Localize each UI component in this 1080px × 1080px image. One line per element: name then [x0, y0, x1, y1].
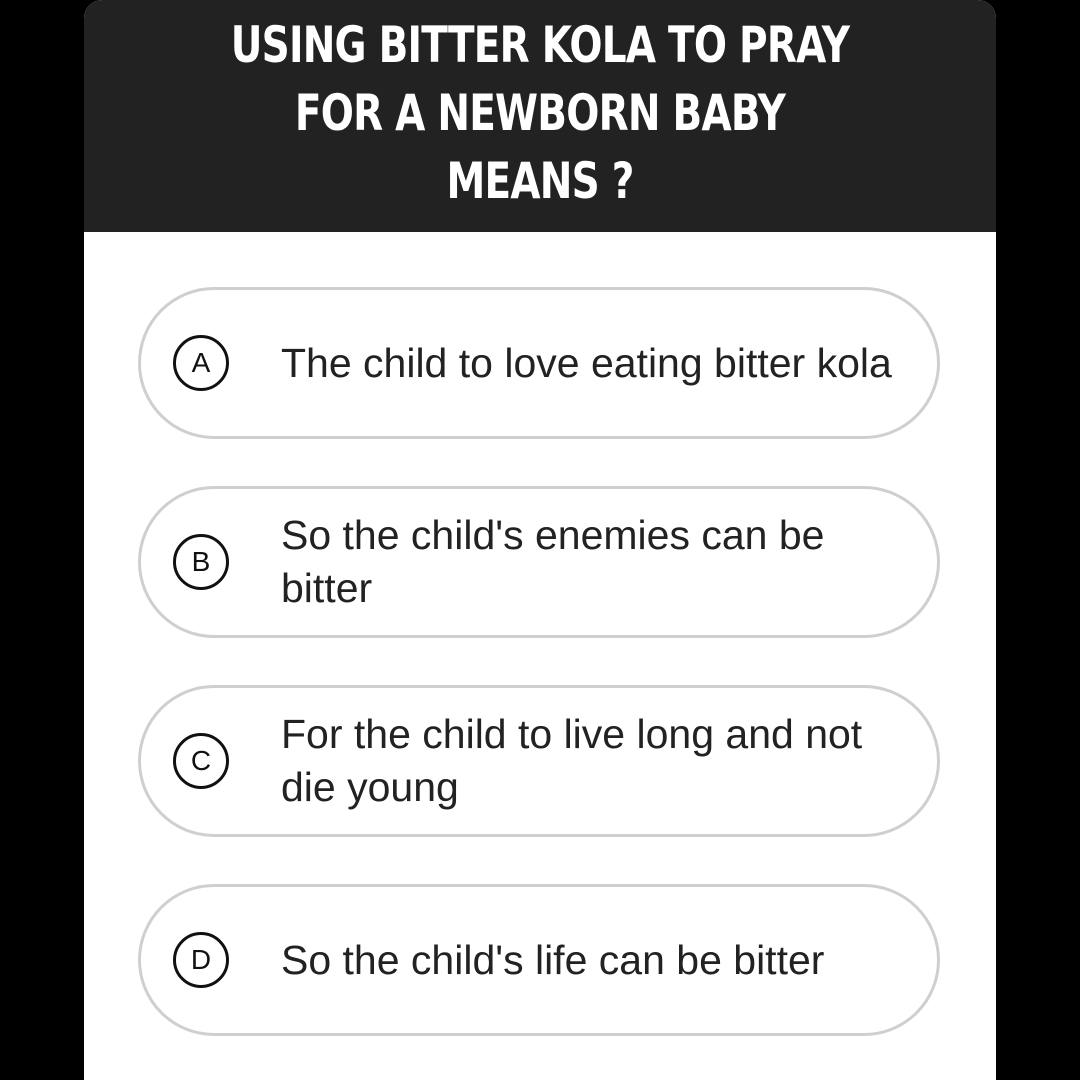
option-c-letter-badge: C — [173, 733, 229, 789]
option-a-button[interactable] — [138, 287, 940, 439]
option-b-label: So the child's enemies can be bitter — [281, 512, 825, 611]
options-list — [84, 0, 996, 1080]
option-d-label: So the child's life can be bitter — [281, 936, 825, 983]
option-d-letter-badge: D — [173, 932, 229, 988]
option-a-label: The child to love eating bitter kola — [281, 339, 892, 386]
option-d-button[interactable] — [138, 884, 940, 1036]
option-c-button[interactable] — [138, 685, 940, 837]
option-b-button[interactable] — [138, 486, 940, 638]
option-b-letter-badge: B — [173, 534, 229, 590]
option-a-letter-badge: A — [173, 335, 229, 391]
quiz-card — [84, 0, 996, 1080]
option-c-label: For the child to live long and not die young — [281, 711, 863, 810]
question-text: USING BITTER KOLA TO PRAY FOR A NEWBORN BABY MEANS ? — [230, 16, 850, 210]
